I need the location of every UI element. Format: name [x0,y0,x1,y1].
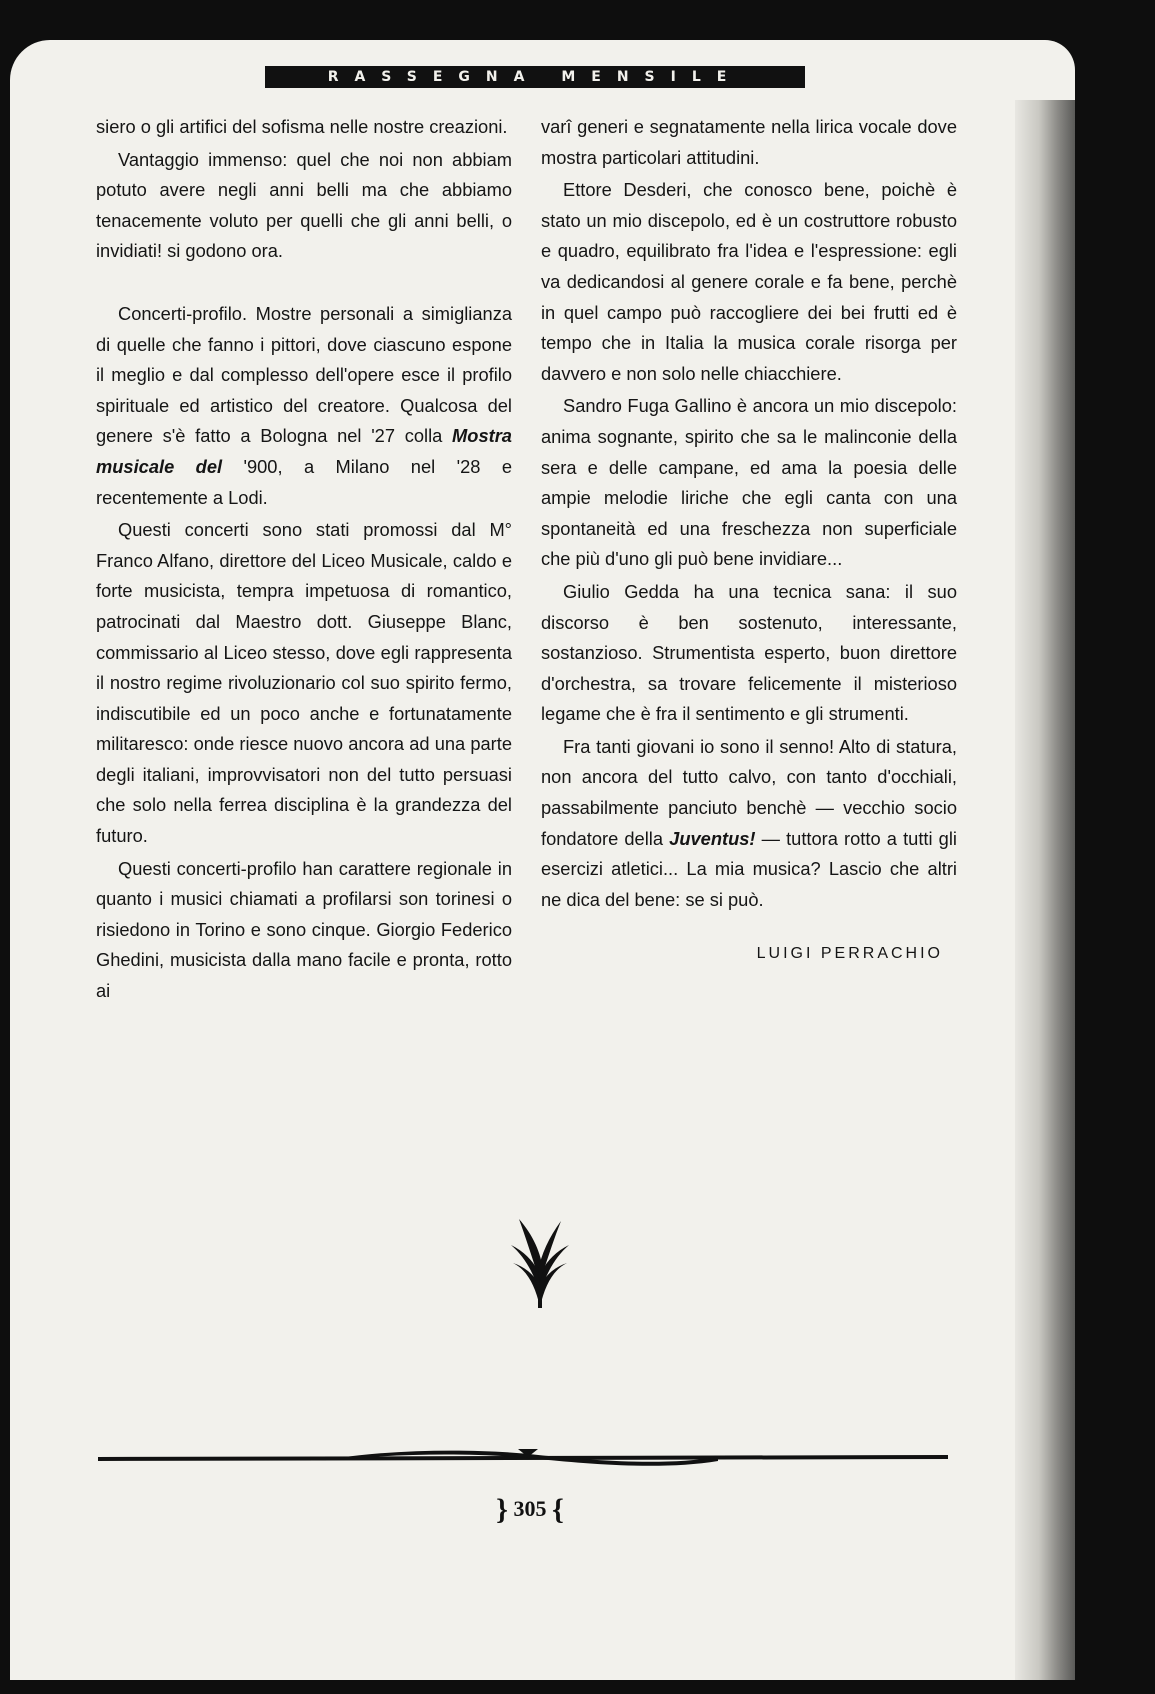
running-header-text: RASSEGNA MENSILE [327,69,743,85]
decorative-rule [98,1445,948,1471]
text-run: Concerti-profilo. Mostre personali a simiglianza di quelle che fanno i pittori, dove ciascuno espone il meglio e dal complesso dell'opere esce il profilo spirituale ed artistico del creatore. Qualcosa del genere s'è fatto a Bologna nel '27 colla [96,302,512,447]
text-run: Fra tanti giovani io sono il senno! Alto di statura, non ancora del tutto calvo, con tanto d'occhiali, passabilmente panciuto benchè — vecchio socio fondatore della [541,735,957,849]
left-brace: } [496,1493,508,1526]
text-run: — tuttora rotto a tutti gli esercizi atletici... La mia musica? Lascio che altri ne dica del bene: se si può. [541,827,957,910]
left-column [96,112,512,1007]
paragraph: siero o gli artifici del sofisma nelle nostre creazioni. [96,116,508,137]
running-header [265,66,805,88]
paragraph: Vantaggio immenso: quel che noi non abbiam potuto avere negli anni belli ma che abbiamo tenacemente voluto per quelli che gli anni belli, o invidiati! si godono ora. [96,148,512,262]
paragraph: varî generi e segnatamente nella lirica vocale dove mostra particolari attitudini. [541,116,957,168]
text-run: '900, a Milano nel '28 e recentemente a Lodi. [96,455,512,508]
paragraph [96,299,512,513]
author-signature: LUIGI PERRACHIO [756,945,943,963]
page-number-value: 305 [513,1496,547,1521]
paragraph [541,732,957,916]
italic-title: Mostra musicale del [96,425,512,477]
paragraph: Giulio Gedda ha una tecnica sana: il suo discorso è ben sostenuto, interessante, sostanzioso. Strumentista esperto, buon direttore d'orchestra, sa trovare felicemente il misterioso legame che è fra il sentimento e gli strumenti. [541,580,957,725]
leaf-ornament-icon [505,1215,575,1310]
page-edge-shadow [1015,100,1075,1680]
right-brace: { [552,1493,564,1526]
paragraph: Sandro Fuga Gallino è ancora un mio discepolo: anima sognante, spirito che sa le malinconie della sera e delle campane, ed ama la poesia delle ampie melodie liriche che egli canta con una spontaneità ed una freschezza non superficiale che più d'uno gli può bene invidiare... [541,395,957,570]
paragraph: Ettore Desderi, che conosco bene, poichè è stato un mio discepolo, ed è un costruttore robusto e quadro, equilibrato fra l'idea e l'espressione: egli va dedicandosi al genere corale e fa bene, perchè in quel campo può raccogliere dei bei frutti ed è tempo che in Italia la musica corale risorga per davvero e non solo nelle chiacchiere. [541,179,957,384]
paragraph: Questi concerti-profilo han carattere regionale in quanto i musici chiamati a profilarsi son torinesi o risiedono in Torino e sono cinque. Giorgio Federico Ghedini, musicista dalla mano facile e pronta, rotto ai [96,857,512,1002]
italic-title: Juventus! [669,827,756,849]
page-number [470,1493,590,1527]
right-column [541,112,957,970]
paragraph: Questi concerti sono stati promossi dal M° Franco Alfano, direttore del Liceo Musicale, caldo e forte musicista, tempra impetuosa di romantico, patrocinati dal Maestro dott. Giuseppe Blanc, commissario al Liceo stesso, dove egli rappresenta il nostro regime rivoluzionario col suo spirito fermo, indiscutibile ed un poco anche e fortunatamente militaresco: onde riesce nuovo ancora ad una parte degli italiani, improvvisatori non del tutto persuasi che solo nella ferrea disciplina è la grandezza del futuro. [96,519,512,847]
